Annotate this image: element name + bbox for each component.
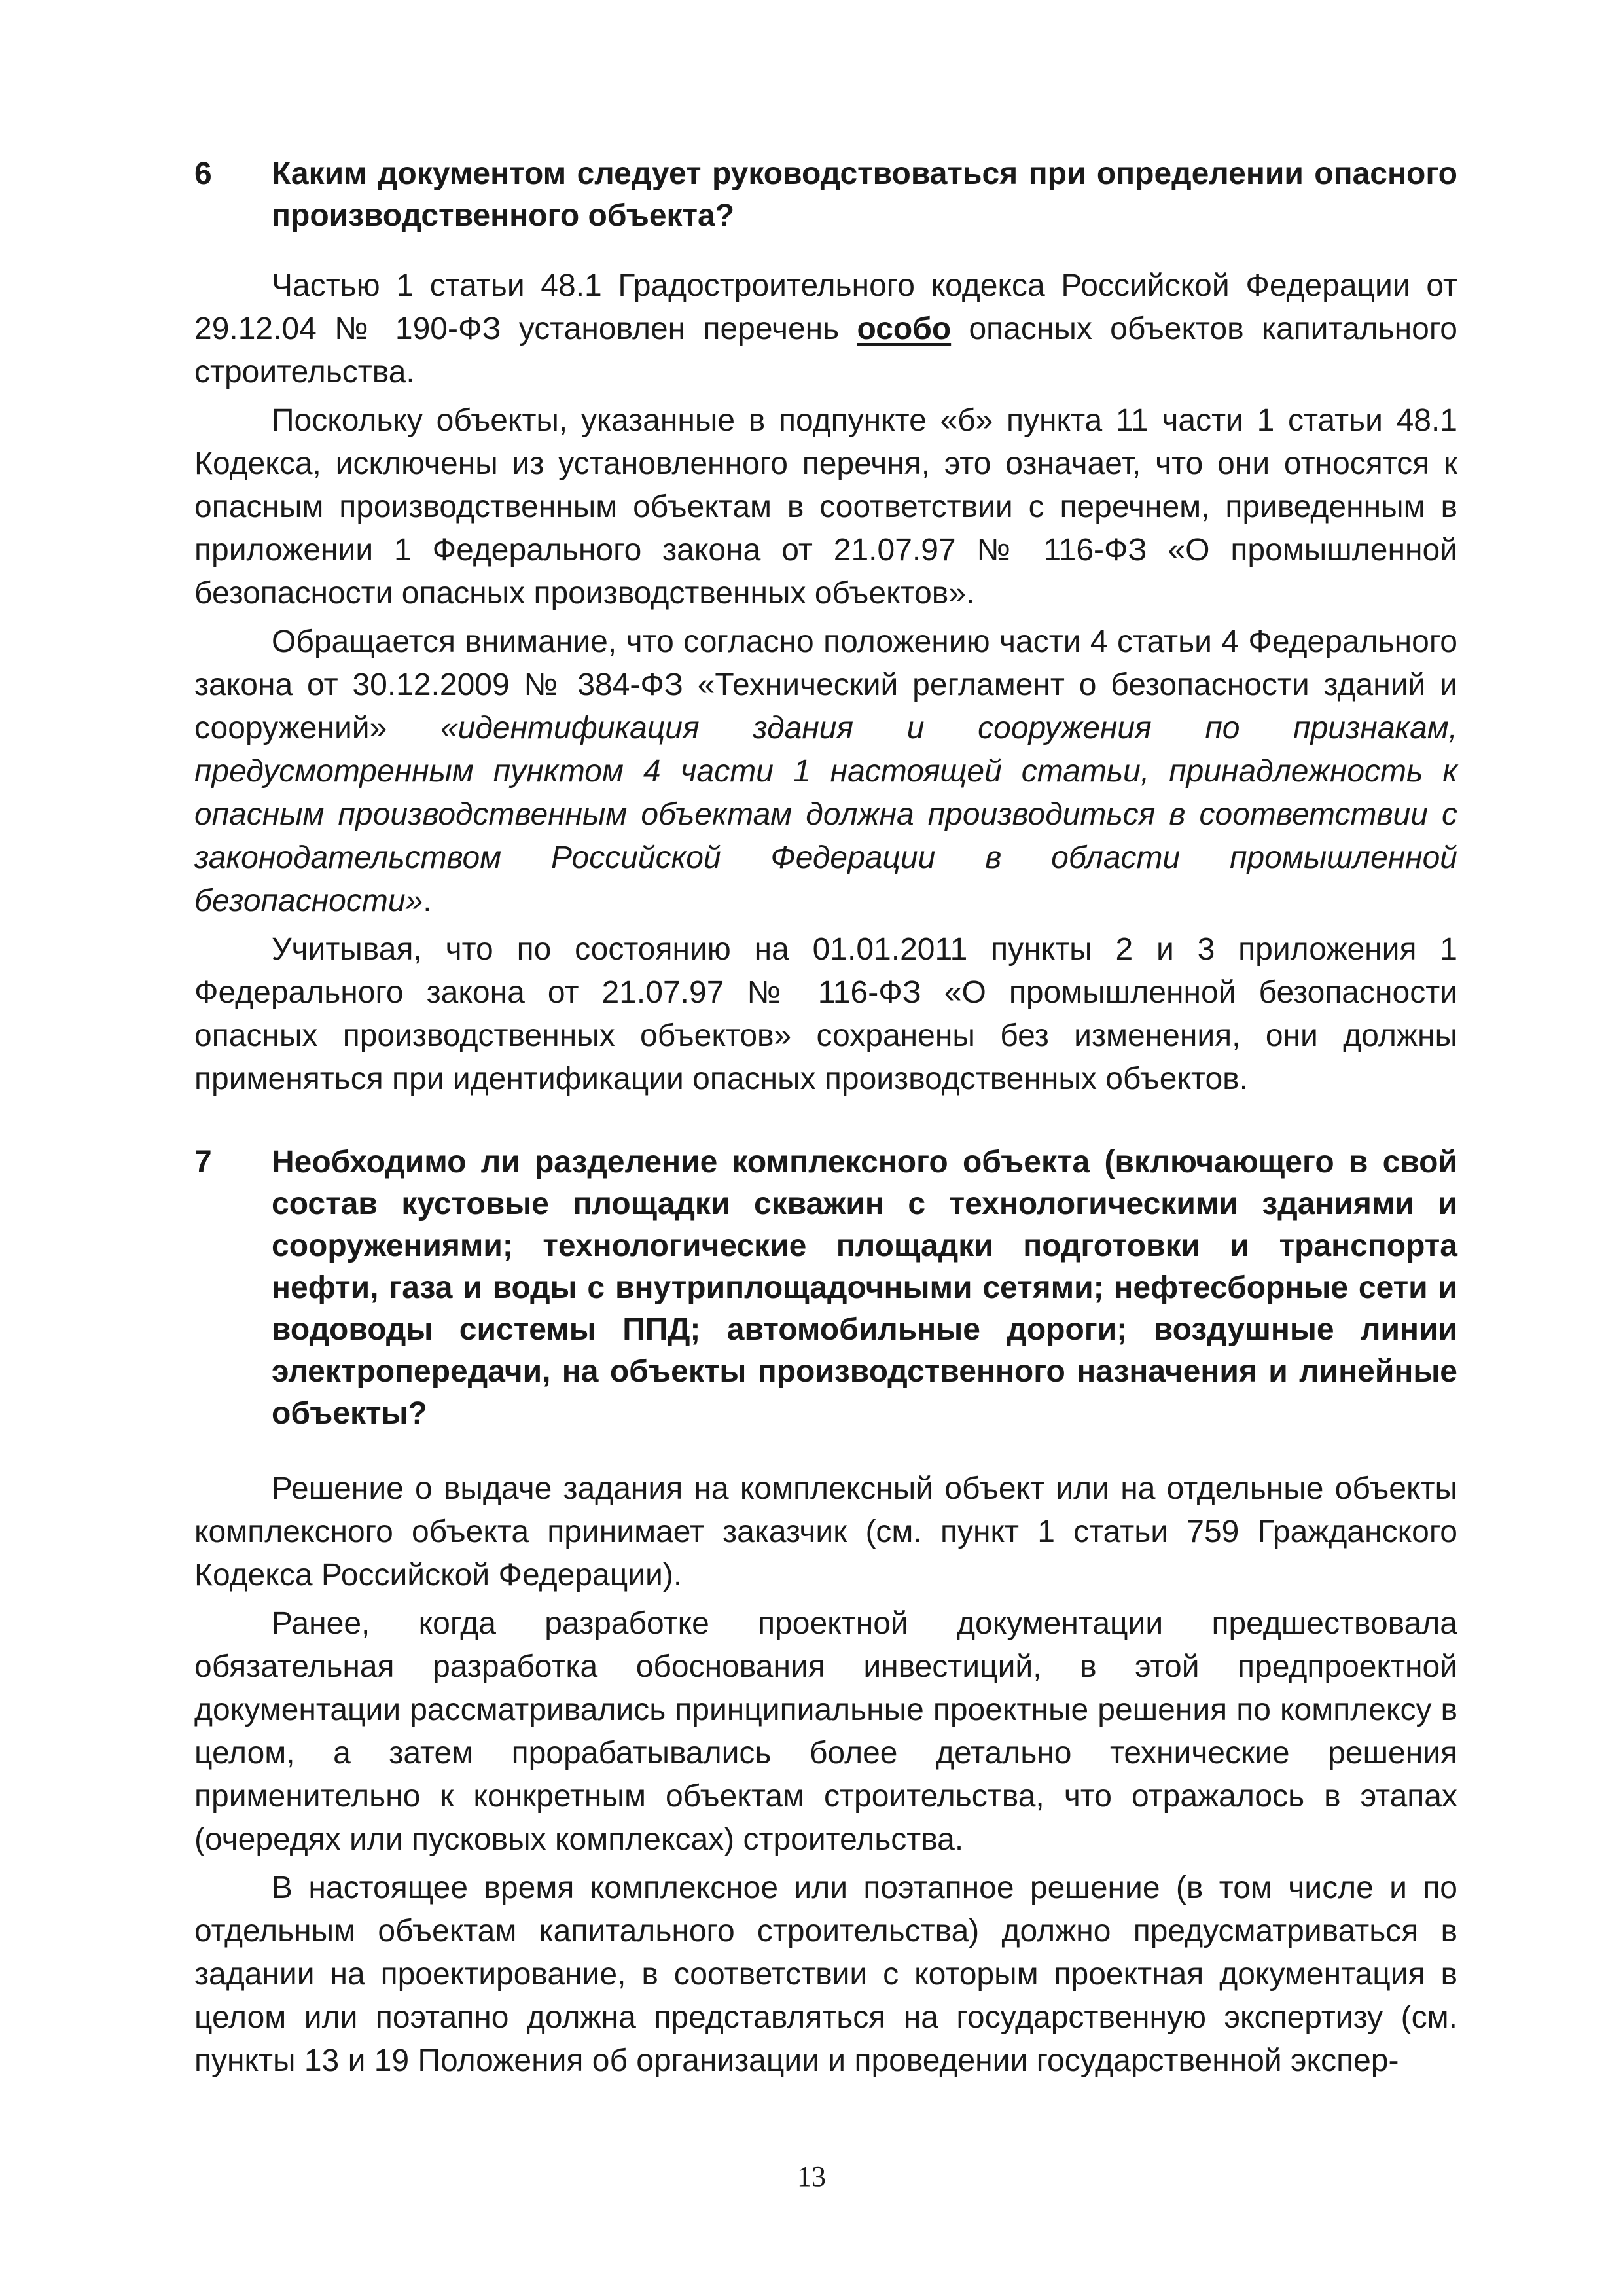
answer-paragraph bbox=[194, 620, 1457, 923]
paragraph-text: Обращается внимание, что согласно положению части 4 статьи 4 Федерального закона от 30.12.2009 № 384-ФЗ «Технический регламент о безопасности зданий и сооружений» bbox=[194, 624, 1457, 745]
answer-paragraph bbox=[194, 264, 1457, 394]
answer-paragraph: Учитывая, что по состоянию на 01.01.2011 пункты 2 и 3 приложения 1 Федерального закона от 21.07.97 № 116-ФЗ «О промышленной безопасности опасных производственных объектов» сохранены без изменения, они должны применяться при идентификации опасных производственных объектов. bbox=[194, 932, 1457, 1096]
question-number: 6 bbox=[194, 156, 212, 191]
answer-paragraph: В настоящее время комплексное или поэтапное решение (в том числе и по отдельным объектам капитального строительства) должно предусматриваться в задании на проектирование, в соответствии с которым проектная документация в целом или поэтапно должна представляться на государственную экспертизу (см. пункты 13 и 19 Положения об организации и проведении государственной экспер- bbox=[194, 1871, 1457, 2078]
paragraph-text: . bbox=[423, 884, 432, 918]
paragraph-text: Частью 1 статьи 48.1 Градостроительного кодекса Российской Федерации от 29.12.04 № 190-ФЗ установлен перечень bbox=[194, 268, 1457, 346]
page-number: 13 bbox=[797, 2161, 826, 2193]
quoted-italic-text: «идентификация здания и сооружения по признакам, предусмотренным пунктом 4 части 1 настоящей статьи, принадлежность к опасным производственным объектам должна производиться в соответствии с законодательством Российской Федерации в области промышленной безопасности» bbox=[194, 711, 1458, 918]
question-6-heading bbox=[194, 153, 1457, 237]
question-7-heading bbox=[194, 1141, 1457, 1435]
question-text: Каким документом следует руководствоваться при определении опасного производственного объекта? bbox=[272, 156, 1457, 233]
answer-paragraph: Решение о выдаче задания на комплексный объект или на отдельные объекты комплексного объекта принимает заказчик (см. пункт 1 статьи 759 Гражданского Кодекса Российской Федерации). bbox=[194, 1471, 1457, 1592]
question-text: Необходимо ли разделение комплексного объекта (включающего в свой состав кустовые площадки скважин с технологическими зданиями и сооружениями; технологические площадки подготовки и транспорта нефти, газа и воды с внутриплощадочными сетями; нефтесборные сети и водоводы системы ППД; автомобильные дороги; воздушные линии электропередачи, на объекты производственного назначения и линейные объекты? bbox=[272, 1145, 1457, 1431]
paragraph-text: опасных объектов капитального строительства. bbox=[194, 312, 1458, 389]
answer-paragraph: Поскольку объекты, указанные в подпункте «б» пункта 11 части 1 статьи 48.1 Кодекса, исключены из установленного перечня, это означает, что они относятся к опасным производственным объектам в соответствии с перечнем, приведенным в приложении 1 Федерального закона от 21.07.97 № 116-ФЗ «О промышленной безопасности опасных производственных объектов». bbox=[194, 403, 1457, 611]
emphasis-text: особо bbox=[857, 312, 952, 346]
document-page bbox=[194, 153, 1457, 2088]
answer-paragraph: Ранее, когда разработке проектной документации предшествовала обязательная разработка обоснования инвестиций, в этой предпроектной документации рассматривались принципиальные проектные решения по комплексу в целом, а затем прорабатывались более детально технические решения применительно к конкретным объектам строительства, что отражалось в этапах (очередях или пусковых комплексах) строительства. bbox=[194, 1606, 1457, 1857]
question-number: 7 bbox=[194, 1145, 212, 1179]
